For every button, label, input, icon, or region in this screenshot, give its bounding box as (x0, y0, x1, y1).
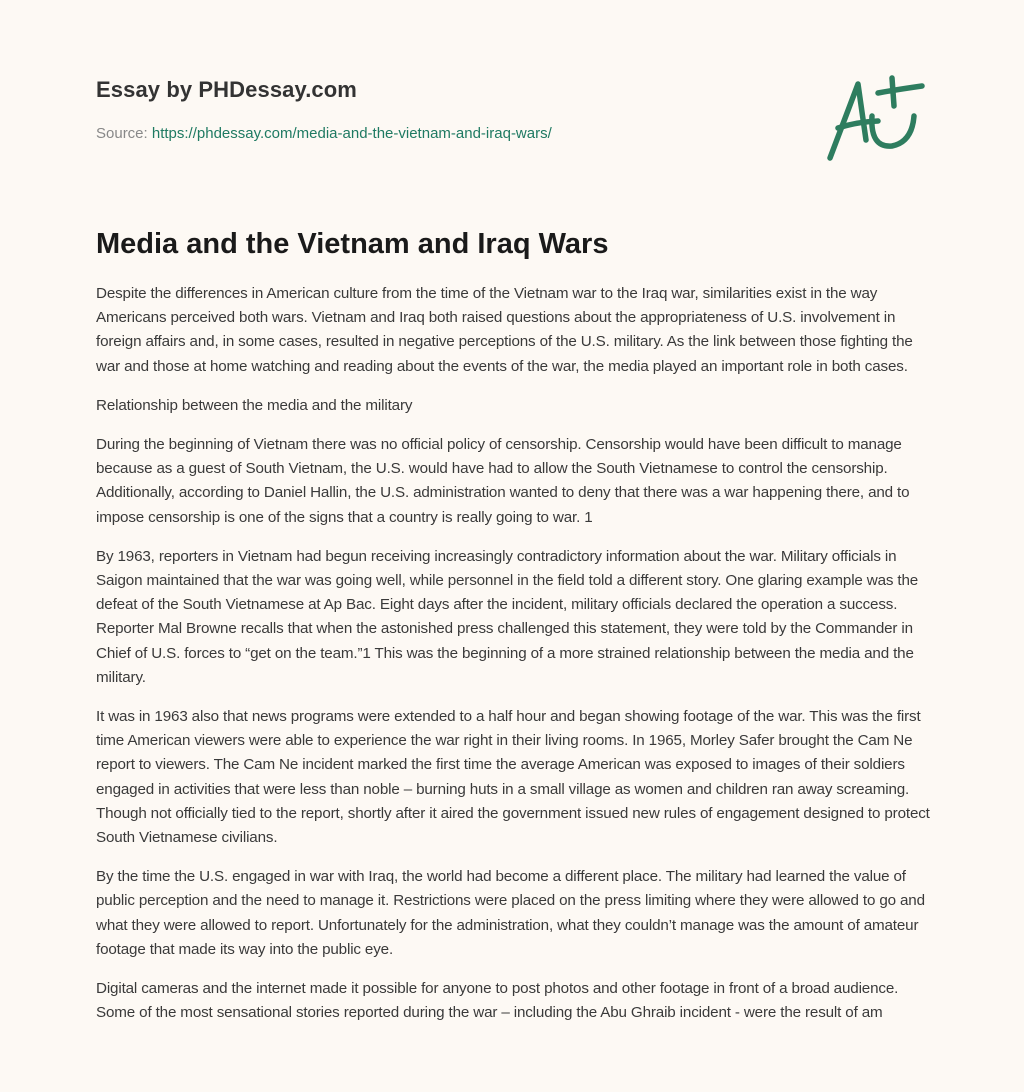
site-title: Essay by PHDessay.com (96, 77, 357, 102)
page-header (96, 74, 936, 144)
paragraph: By the time the U.S. engaged in war with Iraq, the world had become a different place. The military had learned the value of public perception and the need to manage it. Restrictions were placed on the press limiting where they were allowed to go and what they were allowed to report. Unfortunately for the administration, what they couldn’t manage was the amount of amateur footage that made its way into the public eye. (96, 868, 925, 958)
paragraph: By 1963, reporters in Vietnam had begun receiving increasingly contradictory information about the war. Military officials in Saigon maintained that the war was going well, while personnel in the field told a different story. One glaring example was the defeat of the South Vietnamese at Ap Bac. Eight days after the incident, military officials declared the operation a success. Reporter Mal Browne recalls that when the astonished press challenged this statement, they were told by the Commander in Chief of U.S. forces to “get on the team.”1 This was the beginning of a more strained relationship between the media and the military. (96, 547, 919, 686)
source-link[interactable]: https://phdessay.com/media-and-the-vietnam-and-iraq-wars/ (151, 125, 552, 142)
a-plus-grade-icon (820, 66, 930, 166)
paragraph: Despite the differences in American culture from the time of the Vietnam war to the Iraq war, similarities exist in the way Americans perceived both wars. Vietnam and Iraq both raised questions about the appropriateness of U.S. involvement in foreign affairs and, in some cases, resulted in negative perceptions of the U.S. military. As the link between those fighting the war and those at home watching and reading about the events of the war, the media played an important role in both cases. (96, 285, 913, 375)
source-line (96, 124, 936, 144)
source-label: Source: (96, 125, 148, 142)
article-title: Media and the Vietnam and Iraq Wars (96, 228, 609, 260)
paragraph: During the beginning of Vietnam there was no official policy of censorship. Censorship would have been difficult to manage because as a guest of South Vietnam, the U.S. would have had to allow the South Vietnamese to control the censorship. Additionally, according to Daniel Hallin, the U.S. administration wanted to deny that there was a war happening there, and to impose censorship is one of the signs that a country is really going to war. 1 (96, 436, 910, 526)
paragraph: Digital cameras and the internet made it possible for anyone to post photos and other footage in front of a broad audience. Some of the most sensational stories reported during the war – including the Abu Ghraib incident - were the result of am (96, 980, 899, 1022)
section-heading: Relationship between the media and the military (96, 396, 413, 414)
paragraph: It was in 1963 also that news programs were extended to a half hour and began showing footage of the war. This was the first time American viewers were able to experience the war right in their living rooms. In 1965, Morley Safer brought the Cam Ne report to viewers. The Cam Ne incident marked the first time the average American was exposed to images of their soldiers engaged in activities that were less than noble – burning huts in a small village as women and children ran away screaming. Though not officially tied to the report, shortly after it aired the government issued new rules of engagement designed to protect South Vietnamese civilians. (96, 708, 930, 847)
essay-article (96, 224, 936, 1040)
